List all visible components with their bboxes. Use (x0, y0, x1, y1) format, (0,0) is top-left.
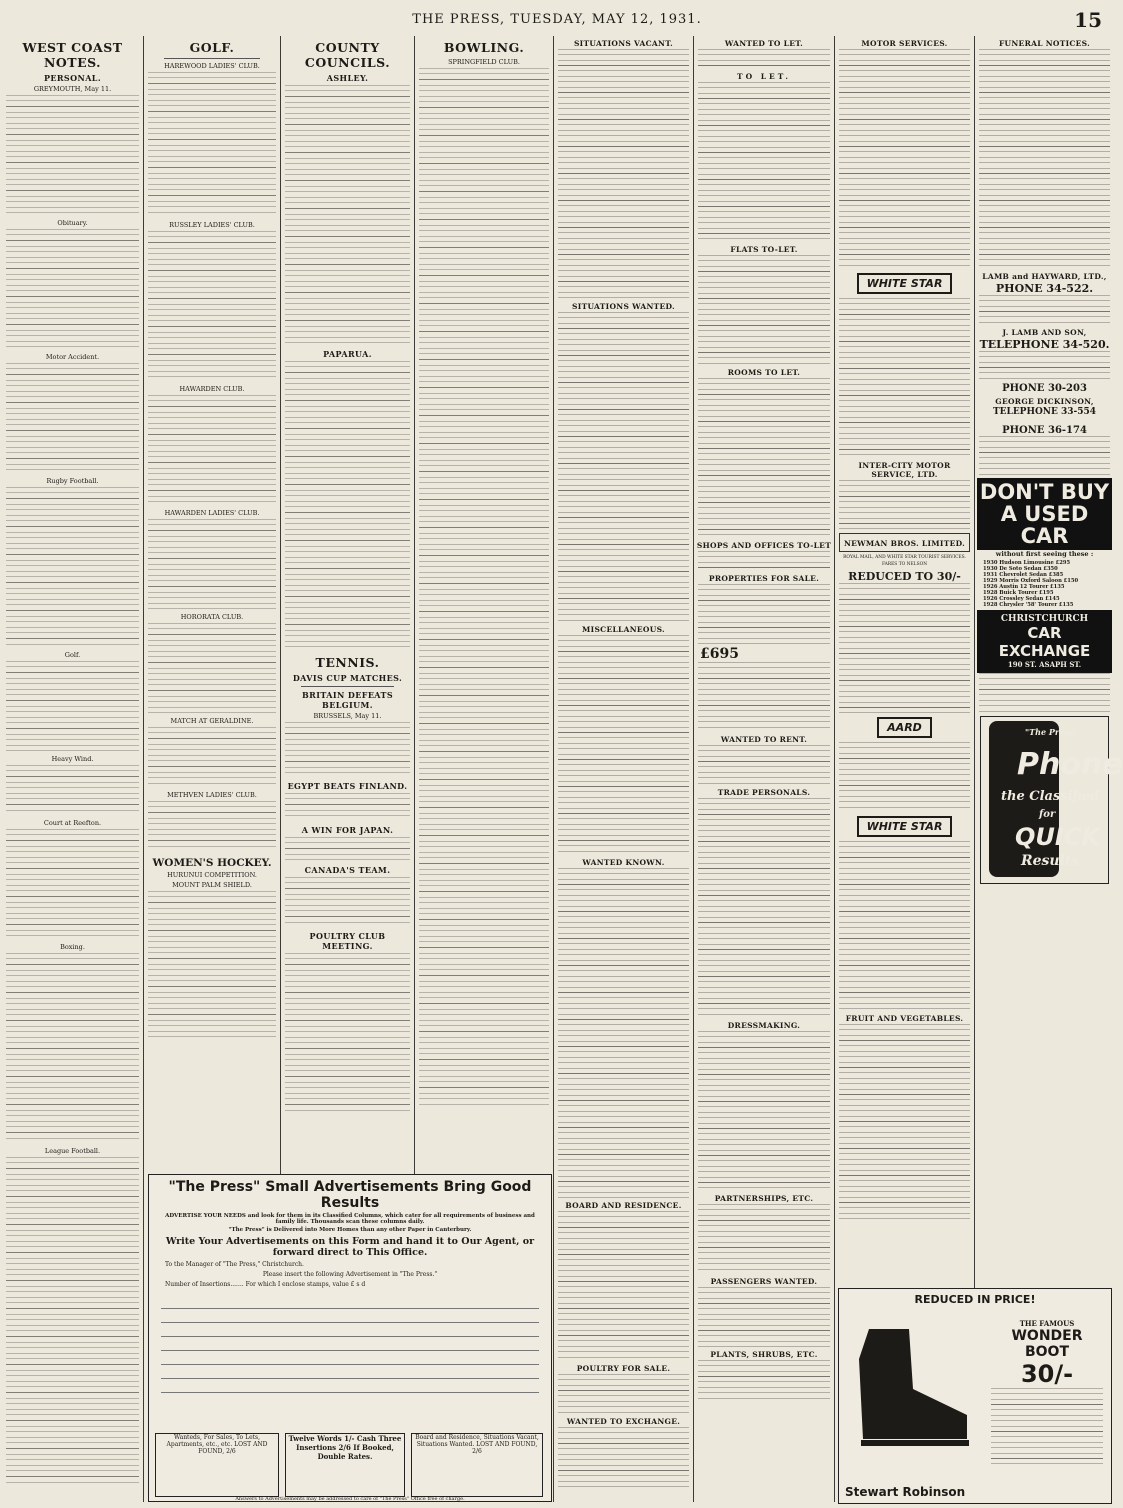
classified-heading: SITUATIONS VACANT. (573, 39, 674, 48)
used-car-headline: DON'T BUY (979, 480, 1110, 504)
boot-line: THE FAMOUS (1019, 1319, 1075, 1328)
article-body (148, 891, 276, 1041)
classified-body (698, 1360, 830, 1400)
classified-body (979, 295, 1110, 325)
funeral-phone: PHONE 34-522. (995, 282, 1094, 295)
sub-heading: HAWARDEN CLUB. (179, 385, 245, 393)
classified-body (698, 255, 830, 365)
car-exchange-line: EXCHANGE (998, 642, 1091, 660)
masthead-title: THE PRESS, TUESDAY, MAY 12, 1931. (412, 12, 702, 27)
article-title: COUNTY COUNCILS. (304, 40, 391, 70)
classified-heading: WANTED TO EXCHANGE. (566, 1417, 681, 1426)
classified-body (698, 798, 830, 1018)
rate-box: Twelve Words 1/- Cash Three Insertions 2/6 If Booked, Double Rates. (285, 1433, 405, 1497)
classified-heading: WANTED TO RENT. (720, 735, 808, 744)
car-item: 1926 Austin 12 Tourer £135 (983, 584, 1065, 590)
form-row[interactable] (161, 1309, 539, 1323)
article-body (285, 722, 410, 777)
column-rule (974, 36, 975, 1502)
article-body (6, 765, 139, 815)
classified-heading: BOARD AND RESIDENCE. (565, 1201, 682, 1210)
classified-heading: PARTNERSHIPS, ETC. (714, 1194, 814, 1203)
classified-body (979, 351, 1110, 381)
car-exchange-line: 190 ST. ASAPH ST. (1007, 660, 1082, 669)
article-body (148, 72, 276, 217)
column-classified-2 (696, 36, 832, 1502)
article-body (6, 953, 139, 1143)
classified-body (839, 1024, 970, 1224)
boot-price: 30/- (1020, 1360, 1074, 1388)
classified-body (698, 378, 830, 538)
classified-heading: MOTOR SERVICES. (861, 39, 948, 48)
form-footnote: Answers to Advertisements may be addressed to care of "The Press" Office free of charge. (235, 1496, 465, 1502)
section-heading: PERSONAL. (43, 73, 102, 83)
classified-heading: ROOMS TO LET. (727, 368, 801, 377)
divider (301, 686, 394, 687)
funeral-phone: PHONE 36-174 (1002, 425, 1087, 436)
classified-heading: FUNERAL NOTICES. (998, 39, 1091, 48)
sub-heading: MOUNT PALM SHIELD. (172, 881, 252, 889)
form-row[interactable] (161, 1351, 539, 1365)
classified-heading: PLANTS, SHRUBS, ETC. (710, 1350, 818, 1359)
sub-heading: PAPARUA. (323, 349, 372, 359)
classified-body (839, 480, 970, 530)
dateline: BRUSSELS, May 11. (313, 712, 382, 720)
classified-heading: NEWMAN BROS. LIMITED. (843, 539, 966, 548)
property-price: £695 (700, 646, 739, 662)
funeral-firm: J. LAMB AND SON, (1002, 328, 1087, 337)
aard-text: AARD (877, 717, 932, 738)
sub-heading: RUSSLEY LADIES' CLUB. (169, 221, 255, 229)
sub-heading: BRITAIN DEFEATS BELGIUM. (301, 690, 394, 710)
divider (164, 58, 260, 59)
press-phone-ad (980, 716, 1123, 884)
used-car-ad (977, 478, 1112, 550)
sub-heading: METHVEN LADIES' CLUB. (167, 791, 257, 799)
column-rule (553, 36, 554, 1502)
column-motor-services (837, 36, 972, 1502)
car-exchange-ad (977, 610, 1112, 673)
column-county-councils (283, 36, 412, 1168)
form-to-line: To the Manager of "The Press," Christchurch. (165, 1261, 304, 1268)
classified-heading: INTER-CITY MOTOR SERVICE, LTD. (858, 461, 951, 479)
white-star-text: WHITE STAR (857, 273, 953, 294)
classified-body (558, 1427, 689, 1487)
column-rule (693, 36, 694, 1502)
article-body (285, 953, 410, 1113)
article-body (6, 487, 139, 647)
dateline: GREYMOUTH, May 11. (33, 85, 112, 93)
sub-heading: SPRINGFIELD CLUB. (448, 58, 520, 66)
phone-ad-line: the Classified (1001, 789, 1100, 804)
classified-body (698, 82, 830, 242)
classified-body (698, 1287, 830, 1347)
classified-body (698, 584, 830, 644)
sub-heading: Heavy Wind. (51, 755, 94, 763)
classified-heading: POULTRY FOR SALE. (576, 1364, 671, 1373)
classified-body (698, 49, 830, 69)
classified-body (558, 635, 689, 855)
form-subtitle: ADVERTISE YOUR NEEDS and look for them in its Classified Columns, which cater for all requirements of business and family life. Thousands scan these columns daily. (165, 1213, 535, 1225)
classified-body (839, 49, 970, 269)
classified-body (558, 49, 689, 299)
sub-heading: A WIN FOR JAPAN. (301, 825, 394, 835)
rate-box: Wanteds, For Sales, To Lets, Apartments, etc., etc. LOST AND FOUND, 2/6 (155, 1433, 279, 1497)
classified-body (979, 673, 1110, 713)
classified-heading: FRUIT AND VEGETABLES. (845, 1013, 964, 1023)
car-item: 1928 Buick Tourer £195 (983, 590, 1054, 596)
sub-heading: Golf. (64, 651, 81, 659)
column-classified-1 (556, 36, 691, 1502)
car-exchange-line: CAR (1027, 624, 1062, 642)
car-item: 1926 Crossley Sedan £145 (983, 596, 1060, 602)
car-exchange-line: CHRISTCHURCH (1000, 614, 1089, 624)
column-funeral-notices (977, 36, 1123, 1502)
article-body (148, 623, 276, 713)
form-row[interactable] (161, 1295, 539, 1309)
newman-line: ROYAL MAIL, AND WHITE STAR TOURIST SERVICES. (843, 555, 966, 560)
article-body (6, 363, 139, 473)
sub-heading: MATCH AT GERALDINE. (170, 717, 254, 725)
article-title: GOLF. (189, 40, 235, 55)
classified-body (558, 1211, 689, 1361)
phone-ad-line: for (1039, 809, 1056, 820)
boot-icon (849, 1319, 977, 1459)
classified-heading: PROPERTIES FOR SALE. (708, 574, 820, 583)
article-body (148, 395, 276, 505)
sub-heading: Boxing. (60, 943, 85, 951)
article-body (148, 231, 276, 381)
classified-heading: SITUATIONS WANTED. (572, 302, 675, 311)
car-item: 1931 Chevrolet Sedan £385 (983, 572, 1064, 578)
white-star-logo (837, 273, 972, 294)
newman-fare: REDUCED TO 30/- (848, 569, 961, 583)
classified-body (698, 662, 830, 732)
article-body (6, 829, 139, 939)
classified-heading: MISCELLANEOUS. (582, 625, 665, 634)
newman-line: FARES TO NELSON (881, 562, 928, 568)
car-list (983, 560, 1106, 608)
used-car-headline: A USED CAR (1000, 502, 1089, 548)
small-ads-form (148, 1174, 552, 1502)
white-star-text: WHITE STAR (857, 816, 953, 837)
car-item: 1928 Chrysler '58' Tourer £135 (983, 602, 1074, 608)
form-row[interactable] (161, 1379, 539, 1393)
article-title: WEST COAST NOTES. (22, 40, 123, 70)
column-bowling (417, 36, 551, 1168)
sub-heading: CANADA'S TEAM. (304, 865, 391, 875)
phone-ad-line: Phone (1017, 747, 1123, 782)
form-row[interactable] (161, 1337, 539, 1351)
article-body (285, 361, 410, 651)
article-title: WOMEN'S HOCKEY. (152, 857, 272, 869)
classified-body (979, 436, 1110, 476)
sub-heading: Obituary. (57, 219, 88, 227)
rate-box: Board and Residence, Situations Vacant, Situations Wanted. LOST AND FOUND, 2/6 (411, 1433, 543, 1497)
form-headline: "The Press" Small Advertisements Bring Good Results (168, 1179, 532, 1211)
sub-heading: Court at Reefton. (43, 819, 102, 827)
boot-text (989, 1319, 1105, 1470)
article-body (285, 85, 410, 345)
funeral-phone: TELEPHONE 34-520. (979, 338, 1110, 351)
column-west-coast-notes (4, 36, 141, 1502)
classified-body (839, 841, 970, 1011)
form-rates (155, 1433, 543, 1495)
article-body (148, 519, 276, 609)
funeral-firm: LAMB and HAYWARD, LTD., (982, 272, 1107, 281)
article-body (6, 1157, 139, 1487)
classified-body (991, 1388, 1103, 1468)
newman-bros-ad (839, 533, 970, 552)
sub-heading: DAVIS CUP MATCHES. (292, 673, 403, 683)
classified-body (698, 551, 830, 571)
article-title: TENNIS. (315, 655, 380, 670)
classified-body (558, 868, 689, 1198)
classified-heading: WANTED TO LET. (724, 39, 804, 48)
classified-body (698, 745, 830, 785)
form-grid[interactable] (161, 1295, 539, 1399)
form-instruction: Write Your Advertisements on this Form and hand it to Our Agent, or forward direct to This Office. (165, 1236, 535, 1258)
column-rule (143, 36, 144, 1502)
sub-heading: EGYPT BEATS FINLAND. (287, 781, 408, 791)
classified-heading: FLATS TO-LET. (730, 245, 798, 254)
car-item: 1930 De Soto Sedan £350 (983, 566, 1058, 572)
car-item: 1930 Hudson Limousine £295 (983, 560, 1071, 566)
funeral-phone: PHONE 30-203 (1002, 383, 1087, 394)
article-body (6, 95, 139, 215)
sub-heading: POULTRY CLUB MEETING. (309, 931, 386, 951)
boot-line: WONDER BOOT (1011, 1328, 1083, 1360)
classified-body (839, 742, 970, 812)
article-body (285, 877, 410, 927)
phone-ad-line: Results (1021, 853, 1080, 869)
article-body (6, 229, 139, 349)
form-subtitle: "The Press" is Delivered into More Homes than any other Paper in Canterbury. (228, 1227, 472, 1233)
article-body (148, 727, 276, 787)
classified-body (979, 49, 1110, 269)
aard-logo (837, 717, 972, 738)
boot-agent: Stewart Robinson (845, 1485, 966, 1499)
article-body (6, 661, 139, 751)
boot-headline: REDUCED IN PRICE! (914, 1293, 1036, 1306)
article-body (419, 68, 549, 1108)
classified-body (839, 583, 970, 713)
article-body (285, 793, 410, 821)
funeral-firm: GEORGE DICKINSON, (995, 397, 1094, 406)
sub-heading: HAWARDEN LADIES' CLUB. (164, 509, 260, 517)
car-item: 1929 Morris Oxford Saloon £150 (983, 578, 1079, 584)
column-rule (834, 36, 835, 1502)
classified-body (558, 1374, 689, 1414)
sub-heading: ASHLEY. (326, 73, 369, 83)
sub-heading: HAREWOOD LADIES' CLUB. (164, 62, 260, 70)
sub-heading: HURUNUI COMPETITION. (167, 871, 257, 879)
article-body (285, 837, 410, 861)
used-car-sub: without first seeing these : (995, 550, 1094, 558)
page-number: 15 (1074, 8, 1102, 32)
classified-heading: PASSENGERS WANTED. (710, 1277, 818, 1286)
sub-heading: HORORATA CLUB. (180, 613, 244, 621)
classified-body (558, 312, 689, 622)
classified-body (698, 1204, 830, 1274)
phone-ad-line: QUICK (1015, 823, 1101, 851)
form-please-line: Please insert the following Advertisement in "The Press." (262, 1271, 438, 1278)
classified-body (839, 298, 970, 458)
column-golf (146, 36, 278, 1168)
sub-heading: Motor Accident. (45, 353, 100, 361)
form-row[interactable] (161, 1323, 539, 1337)
form-row[interactable] (161, 1365, 539, 1379)
classified-body (698, 1031, 830, 1191)
classified-heading: SHOPS AND OFFICES TO-LET (696, 541, 832, 550)
article-title: BOWLING. (443, 40, 525, 55)
classified-heading: TO LET. (737, 72, 791, 81)
masthead (0, 0, 1114, 34)
wonder-boot-ad (838, 1288, 1112, 1504)
classified-heading: WANTED KNOWN. (582, 858, 665, 867)
phone-ad-line: "The Press" (1025, 727, 1078, 737)
funeral-phone: TELEPHONE 33-554 (992, 407, 1097, 417)
sub-heading: Rugby Football. (46, 477, 99, 485)
classified-heading: DRESSMAKING. (727, 1021, 801, 1030)
article-body (148, 801, 276, 851)
white-star-logo (837, 816, 972, 837)
sub-heading: League Football. (44, 1147, 101, 1155)
form-insertions-line[interactable]: Number of Insertions....... For which I enclose stamps, value £ s d (165, 1281, 366, 1288)
classified-heading: TRADE PERSONALS. (717, 788, 811, 797)
